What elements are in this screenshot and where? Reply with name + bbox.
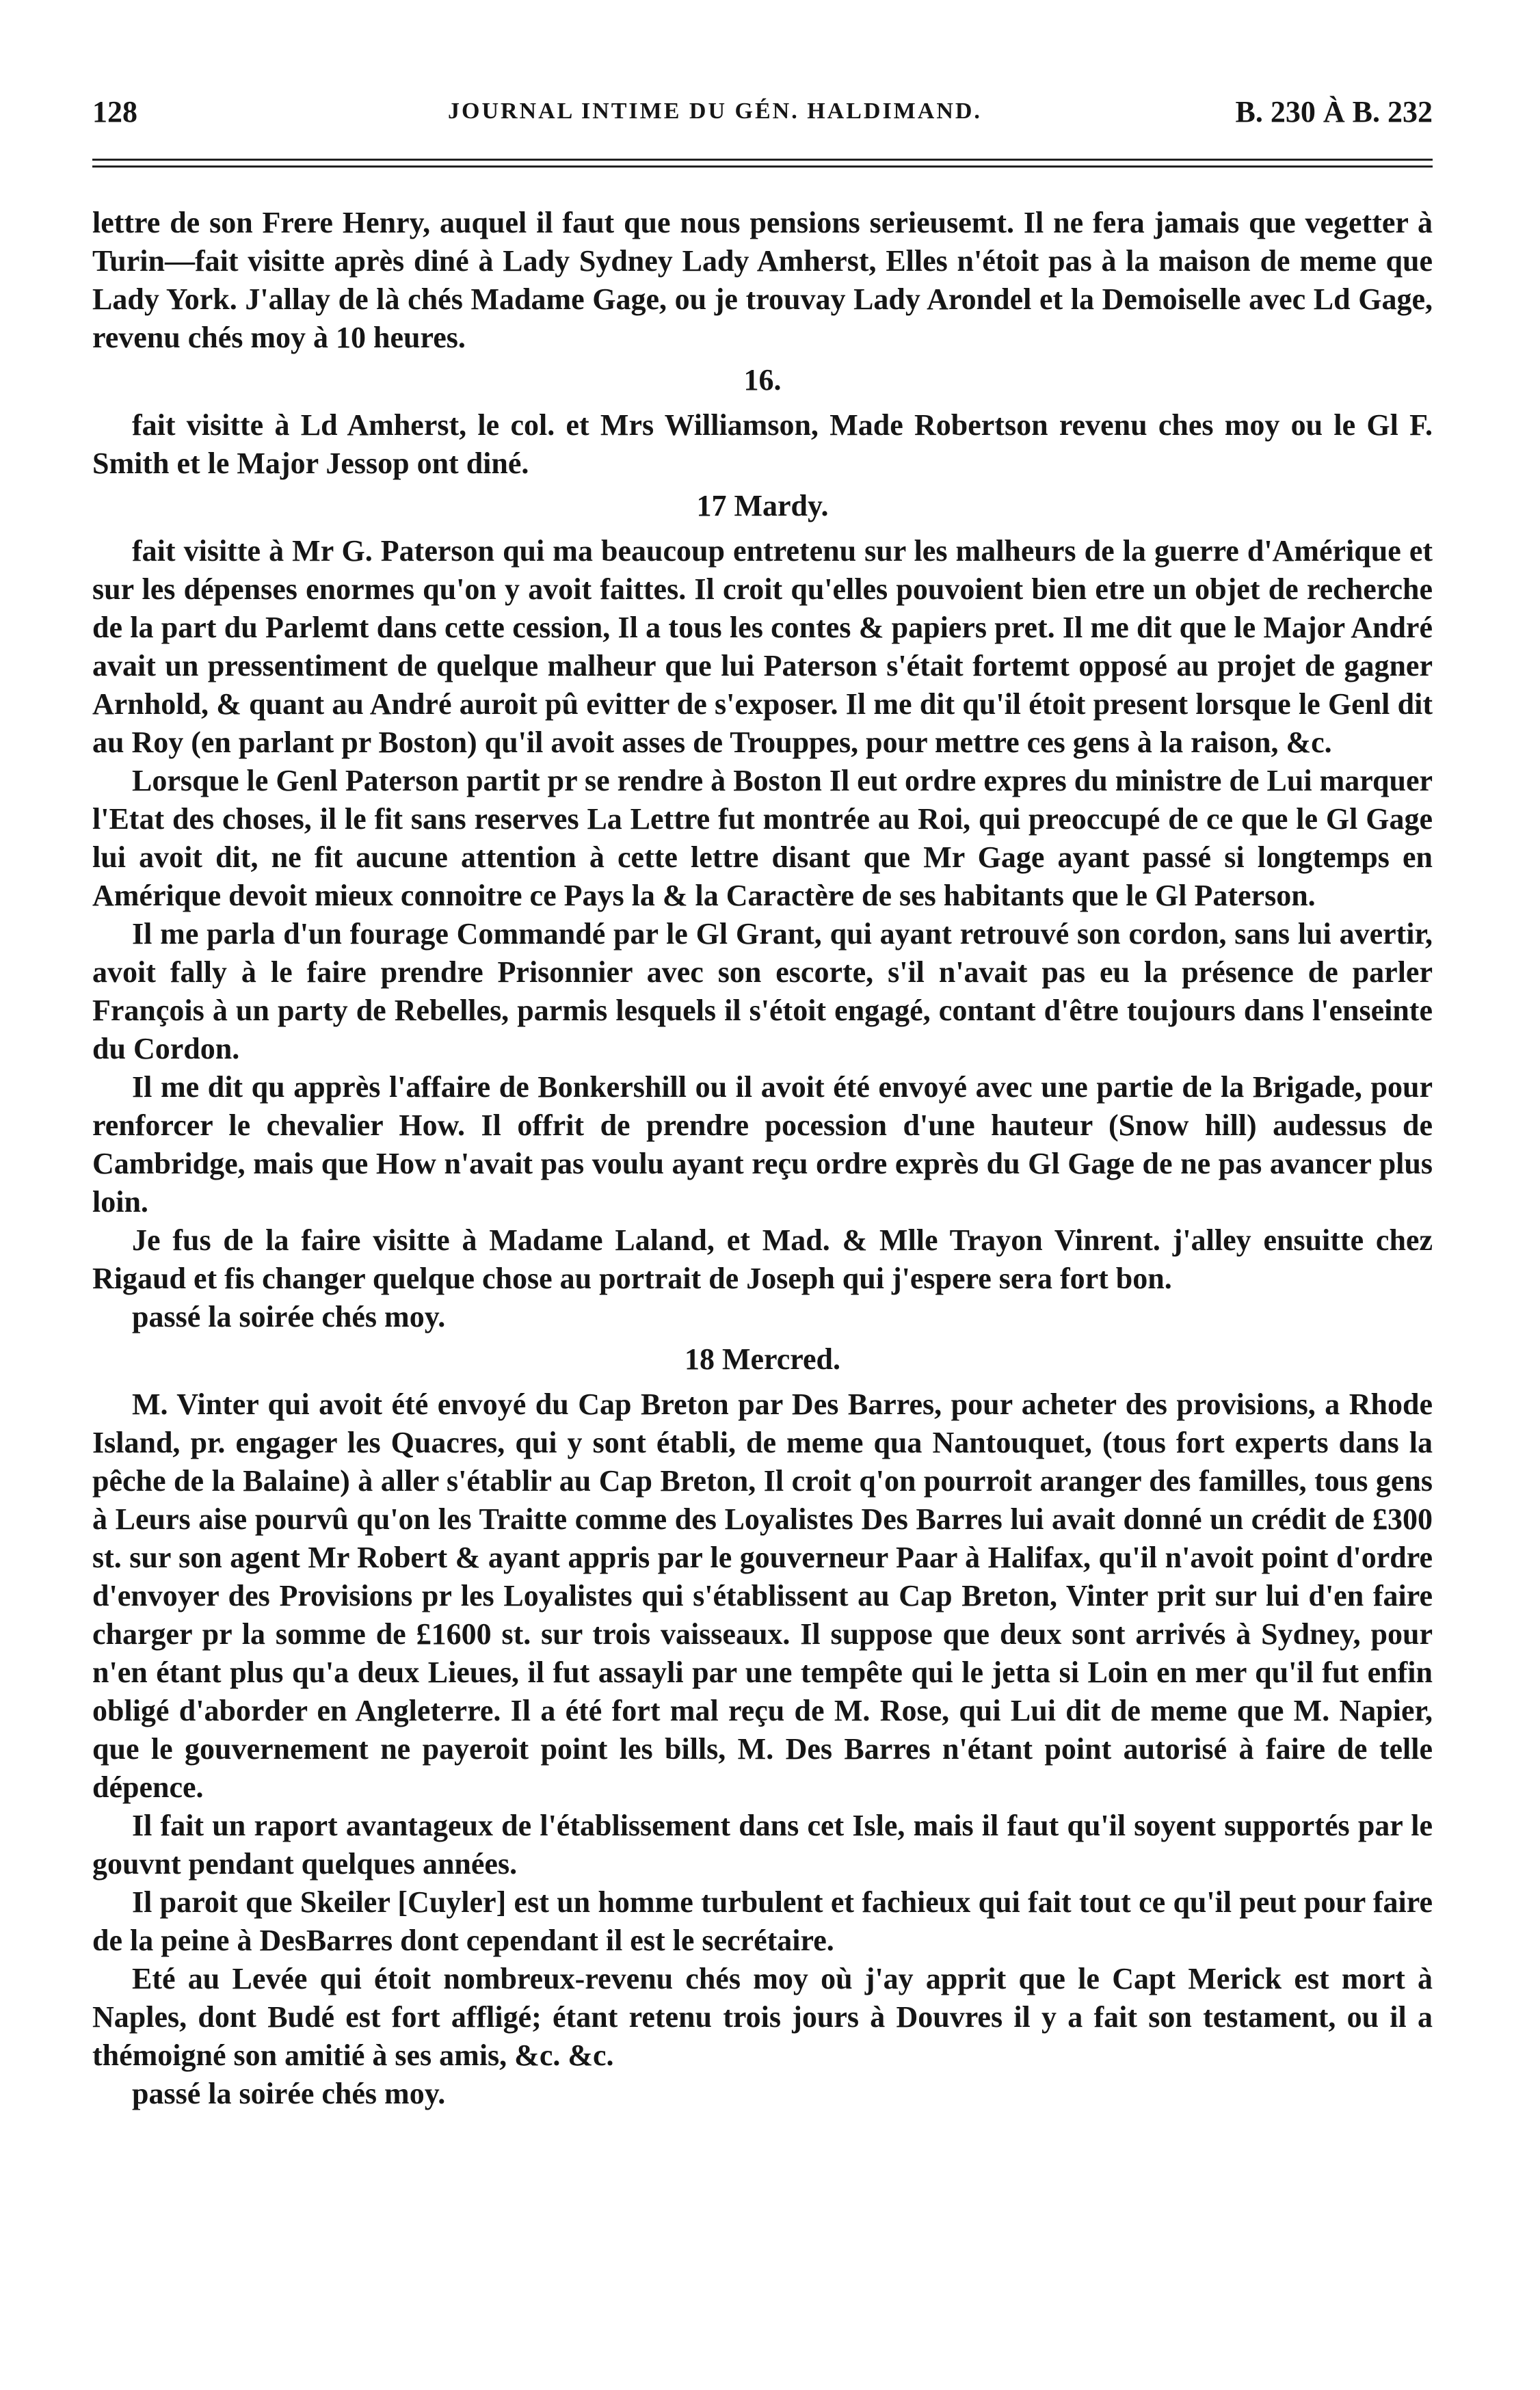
paragraph-skeiler: Il paroit que Skeiler [Cuyler] est un homme turbulent et fachieux qui fait tout ce qu'il peut pour faire de la peine à DesBarres dont cependant il est le secrétaire. <box>92 1885 1433 1957</box>
paragraph-paterson-visit: fait visitte à Mr G. Paterson qui ma beaucoup entretenu sur les malheurs de la guerre d'Amérique et sur les dépenses enormes qu'on y avoit faittes. Il croit qu'elles pouvoient bien etre un objet de recherche de la part du Parlemt dans cette cession, Il a tous les contes & papiers pret. Il me dit que le Major André avait un pressentiment de quelque malheur que lui Paterson s'était fortemt opposé au projet de gagner Arnhold, & quant au André auroit pû evitter de s'exposer. Il me dit qu'il étoit present lorsque le Genl dit au Roy (en parlant pr Boston) qu'il avoit asses de Trouppes, pour mettre ces gens à la raison, &c. <box>92 534 1433 759</box>
paragraph-bunkers-hill: Il me dit qu apprès l'affaire de Bonkershill ou il avoit été envoyé avec une partie de la Brigade, pour renforcer le chevalier How. Il offrit de prendre pocession d'une hauteur (Snow hill) audessus de Cambridge, mais que How n'avait pas voulu ayant reçu ordre exprès du Gl Gage de ne pas avancer plus loin. <box>92 1070 1433 1219</box>
paragraph-raport: Il fait un raport avantageux de l'établissement dans cet Isle, mais il faut qu'il soyent supportés par le gouvnt pendant quelques années. <box>92 1809 1433 1881</box>
paragraph-levee-merick: Eté au Levée qui étoit nombreux-revenu chés moy où j'ay apprit que le Capt Merick est mort à Naples, dont Budé est fort affligé; étant retenu trois jours à Douvres il y a fait son testament, ou il a thémoigné son amitié à ses amis, &c. &c. <box>92 1962 1433 2072</box>
paragraph-continued-letter: lettre de son Frere Henry, auquel il faut que nous pensions serieusemt. Il ne fera jamais que vegetter à Turin—fait visitte après diné à Lady Sydney Lady Amherst, Elles n'étoit pas à la maison de meme que Lady York. J'allay de là chés Madame Gage, ou je trouvay Lady Arondel et la Demoiselle avec Ld Gage, revenu chés moy à 10 heures. <box>92 206 1433 354</box>
date-heading-16: 16. <box>743 363 782 397</box>
paragraph-evening-18: passé la soirée chés moy. <box>132 2077 446 2110</box>
running-title: JOURNAL INTIME DU GÉN. HALDIMAND. <box>448 98 982 124</box>
archive-reference: B. 230 À B. 232 <box>1235 95 1433 129</box>
paragraph-vinter-cap-breton: M. Vinter qui avoit été envoyé du Cap Breton par Des Barres, pour acheter des provisions, a Rhode Island, pr. engager les Quacres, qui y sont établi, de meme qua Nantouquet, (tous fort experts dans la pêche de la Balaine) à aller s'établir au Cap Breton, Il croit q'on pourroit aranger des familles, tous gens à Leurs aise pourvû qu'on les Traitte comme des Loyalistes Des Barres lui avait donné un crédit de £300 st. sur son agent Mr Robert & ayant appris par le gouverneur Paar à Halifax, qu'il n'avoit point d'ordre d'envoyer des Provisions pr les Loyalistes qui s'établissent au Cap Breton, Vinter prit sur lui d'en faire charger pr la somme de £1600 st. sur trois vaisseaux. Il suppose que deux sont arrivés à Sydney, pour n'en étant plus qu'a deux Lieues, il fut assayli par une tempête qui le jetta si Loin en mer qu'il fut enfin obligé d'aborder en Angleterre. Il a été fort mal reçu de M. Rose, qui Lui dit de meme que M. Napier, que le gouvernement ne payeroit point les bills, M. Des Barres n'étant point autorisé à faire de telle dépence. <box>92 1387 1433 1804</box>
page-number: 128 <box>92 95 137 129</box>
journal-text <box>92 204 1433 2113</box>
paragraph-paterson-boston: Lorsque le Genl Paterson partit pr se rendre à Boston Il eut ordre expres du ministre de Lui marquer l'Etat des choses, il le fit sans reserves La Lettre fut montrée au Roi, qui preoccupé de ce que le Gl Gage lui avoit dit, ne fit aucune attention à cette lettre disant que Mr Gage ayant passé si longtemps en Amérique devoit mieux connoitre ce Pays la & la Caractère de ses habitants que le Gl Paterson. <box>92 764 1433 912</box>
header-rule-top <box>92 159 1433 161</box>
header-rule-bottom <box>92 165 1433 168</box>
page <box>92 81 1433 2110</box>
date-heading-18: 18 Mercred. <box>684 1342 841 1376</box>
paragraph-grant-fourage: Il me parla d'un fourage Commandé par le Gl Grant, qui ayant retrouvé son cordon, sans lui avertir, avoit fally à le faire prendre Prisonnier avec son escorte, s'il n'avait pas eu la présence de parler François à un party de Rebelles, parmis lesquels il s'étoit engagé, contant d'être toujours dans l'enseinte du Cordon. <box>92 917 1433 1065</box>
paragraph-evening-17: passé la soirée chés moy. <box>132 1300 446 1333</box>
paragraph-visits-16: fait visitte à Ld Amherst, le col. et Mrs Williamson, Made Robertson revenu ches moy ou le Gl F. Smith et le Major Jessop ont diné. <box>92 408 1433 480</box>
paragraph-laland-rigaud: Je fus de la faire visitte à Madame Laland, et Mad. & Mlle Trayon Vinrent. j'alley ensuitte chez Rigaud et fis changer quelque chose au portrait de Joseph qui j'espere sera fort bon. <box>92 1223 1433 1295</box>
running-header <box>92 81 1433 129</box>
date-heading-17: 17 Mardy. <box>696 489 829 522</box>
